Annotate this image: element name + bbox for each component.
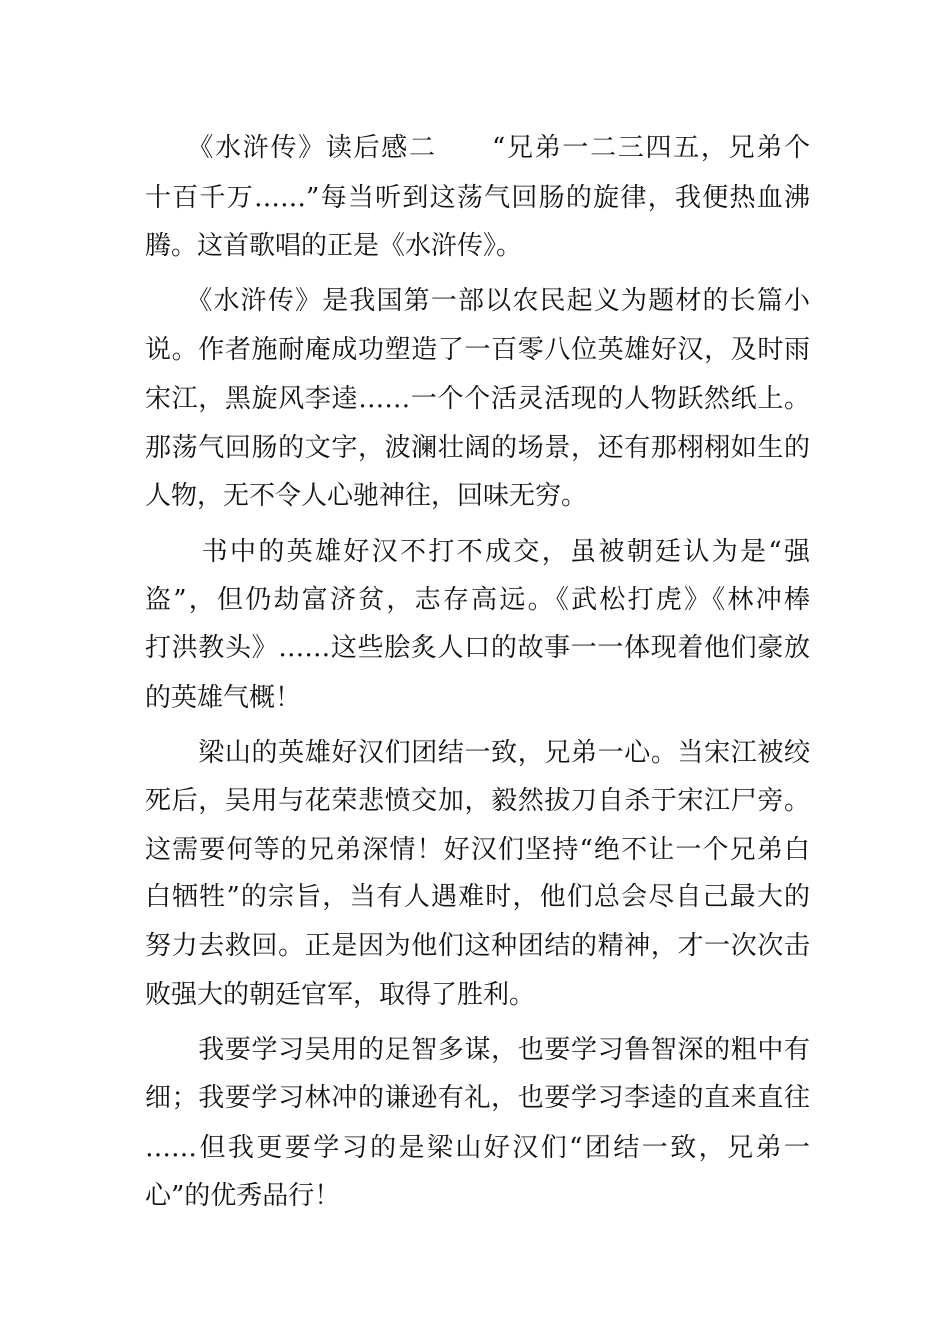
text-line: 那荡气回肠的文字，波澜壮阔的场景，还有那栩栩如生的 [145, 433, 810, 463]
text-line: 书中的英雄好汉不打不成交，虽被朝廷认为是“强 [145, 537, 810, 567]
text-line: 我要学习吴用的足智多谋，也要学习鲁智深的粗中有 [145, 1035, 810, 1065]
text-line: ……但我更要学习的是梁山好汉们“团结一致，兄弟一 [145, 1133, 810, 1163]
text-line: 十百千万……”每当听到这荡气回肠的旋律，我便热血沸 [145, 183, 810, 213]
text-line: 说。作者施耐庵成功塑造了一百零八位英雄好汉，及时雨 [145, 335, 810, 365]
text-line: 腾。这首歌唱的正是《水浒传》。 [145, 231, 523, 261]
text-line: 细；我要学习林冲的谦逊有礼，也要学习李逵的直来直往 [145, 1083, 810, 1113]
text-line: 宋江，黑旋风李逵……一个个活灵活现的人物跃然纸上。 [145, 384, 810, 414]
text-line: 努力去救回。正是因为他们这种团结的精神，才一次次击 [145, 931, 810, 961]
text-line: 白牺牲”的宗旨，当有人遇难时，他们总会尽自己最大的 [145, 882, 810, 912]
text-line: 人物，无不令人心驰神往，回味无穷。 [145, 481, 588, 511]
text-line: 梁山的英雄好汉们团结一致，兄弟一心。当宋江被绞 [145, 738, 810, 768]
text-line: 《水浒传》是我国第一部以农民起义为题材的长篇小 [145, 286, 810, 316]
text-line: 败强大的朝廷官军，取得了胜利。 [145, 980, 536, 1010]
text-line: 打洪教头》……这些脍炙人口的故事一一体现着他们豪放 [145, 633, 810, 663]
text-line: 盗”，但仍劫富济贫，志存高远。《武松打虎》《林冲棒 [145, 585, 810, 615]
text-line: 死后，吴用与花荣悲愤交加，毅然拔刀自杀于宋江尸旁。 [145, 786, 810, 816]
text-line: 这需要何等的兄弟深情！好汉们坚持“绝不让一个兄弟白 [145, 835, 810, 865]
text-line: 《水浒传》读后感二 “兄弟一二三四五，兄弟个 [145, 133, 810, 163]
text-line: 心”的优秀品行！ [145, 1181, 341, 1211]
text-line: 的英雄气概！ [145, 683, 302, 713]
